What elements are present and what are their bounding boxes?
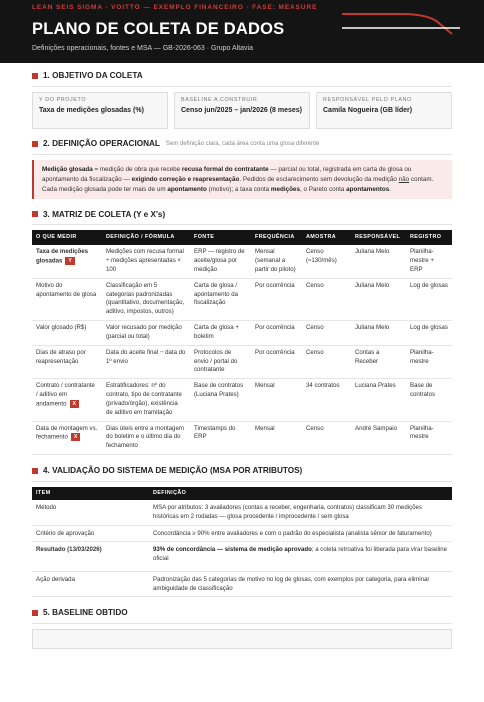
section-marker-icon — [32, 73, 38, 79]
cell-definition: Medições com recusa formal ÷ medições apresentadas × 100 — [102, 245, 190, 278]
cell-record: Base de contratos — [406, 379, 452, 421]
header-kicker: LEAN SEIS SIGMA · VOITTO — EXEMPLO FINANCEIRO · FASE: MEASURE — [32, 4, 318, 11]
column-header: DEFINIÇÃO — [149, 487, 452, 500]
cell-what: Dias de atraso por reapresentação — [32, 345, 102, 378]
section-divider — [32, 154, 452, 155]
column-header: ITEM — [32, 487, 149, 500]
cell-what — [32, 245, 102, 278]
cell-definition: Padronização das 5 categorias de motivo no log de glosas, com exemplos por categoria, para eliminar ambiguidade de classificação — [149, 571, 452, 596]
column-header: AMOSTRA — [302, 230, 351, 245]
report-header — [0, 0, 484, 63]
cell-record: Planilha-mestre + ERP — [406, 245, 452, 278]
cell-what: Valor glosado (R$) — [32, 321, 102, 346]
section-divider — [32, 86, 452, 87]
section-title: 1. OBJETIVO DA COLETA — [43, 71, 143, 81]
collection-matrix-table — [32, 230, 452, 455]
def-emphasis: exigindo correção e reapresentação — [131, 175, 240, 183]
table-row — [32, 541, 452, 571]
cell-definition: Classificação em 5 categorias padronizadas (quantitativo, documentação, aditivo, impostos, outros) — [102, 278, 190, 320]
page-title: PLANO DE COLETA DE DADOS — [32, 19, 285, 38]
def-text: . Pedidos de esclarecimento sem devolução da medição — [239, 175, 399, 183]
column-header: FONTE — [190, 230, 251, 245]
section-divider — [32, 224, 452, 225]
cell-source: Protocolos de envio / portal do contratante — [190, 345, 251, 378]
card-value: Camila Nogueira (GB líder) — [323, 107, 413, 115]
card-label: BASELINE A CONSTRUIR — [181, 97, 258, 103]
cell-frequency: Mensal (semanal a partir do piloto) — [251, 245, 302, 278]
cell-record: Planilha-mestre — [406, 345, 452, 378]
cell-definition — [149, 541, 452, 571]
section-title: 5. BASELINE OBTIDO — [43, 608, 128, 618]
cell-sample: Censo — [302, 421, 351, 454]
cell-record: Log de glosas — [406, 321, 452, 346]
what-text: Data de montagem vs. fechamento — [36, 424, 98, 441]
section-marker-icon — [32, 141, 38, 147]
what-text: Contrato / contratante / aditivo em andamento — [36, 382, 95, 408]
table-row — [32, 525, 452, 541]
def-emphasis: apontamentos — [346, 185, 390, 193]
def-emphasis: apontamento — [167, 185, 207, 193]
cell-source: Timestamps do ERP — [190, 421, 251, 454]
y-badge: Y — [65, 257, 74, 265]
column-header: REGISTRO — [406, 230, 452, 245]
cell-what — [32, 379, 102, 421]
cell-frequency: Por ocorrência — [251, 321, 302, 346]
table-row — [32, 421, 452, 454]
cell-definition: Estratificadores: nº do contrato, tipo de contratante (privado/órgão), existência de aditivo em tramitação — [102, 379, 190, 421]
section-note: Sem definição clara, cada área conta uma glosa diferente — [165, 140, 320, 147]
cell-item: Método — [32, 500, 149, 525]
table-row — [32, 500, 452, 525]
section-title: 4. VALIDAÇÃO DO SISTEMA DE MEDIÇÃO (MSA POR ATRIBUTOS) — [43, 466, 303, 476]
def-text: , o Pareto conta — [299, 185, 347, 193]
def-text: . — [389, 185, 391, 193]
cell-source: Base de contratos (Luciana Prates) — [190, 379, 251, 421]
column-header: FREQUÊNCIA — [251, 230, 302, 245]
cell-source: Carta de glosa / apontamento da fiscalização — [190, 278, 251, 320]
section-matriz — [32, 208, 452, 455]
def-underline: não — [398, 175, 410, 183]
cell-sample: Censo — [302, 345, 351, 378]
def-text: — parcial ou total, registrada em carta de glosa ou apontamento da fiscalização — — [42, 166, 412, 183]
cell-what — [32, 421, 102, 454]
column-header: O QUE MEDIR — [32, 230, 102, 245]
cell-source: Carta de glosa + boletim — [190, 321, 251, 346]
card-responsavel — [316, 92, 452, 129]
cell-sample: Censo — [302, 278, 351, 320]
card-value: Censo jun/2025 – jan/2026 (8 meses) — [181, 107, 303, 115]
table-row — [32, 345, 452, 378]
cell-definition: Dias úteis entre a montagem do boletim e o último dia do fechamento — [102, 421, 190, 454]
section-msa — [32, 465, 452, 597]
def-text: contam. Cada medição glosada pode ter mais de um — [42, 175, 434, 193]
cell-owner: Juliana Melo — [351, 321, 406, 346]
cell-frequency: Por ocorrência — [251, 278, 302, 320]
cell-owner: Juliana Melo — [351, 278, 406, 320]
cell-definition: MSA por atributos: 3 avaliadores (contas a receber, engenharia, contratos) classificam 30 medições históricas em 2 rodadas — glosa procedente / improcedente / sem glosa — [149, 500, 452, 525]
cell-sample: Censo — [302, 321, 351, 346]
cell-owner: André Sampaio — [351, 421, 406, 454]
cell-definition: Concordância ≥ 90% entre avaliadores e com o padrão do especialista (analista sênior de faturamento) — [149, 525, 452, 541]
cell-what: Motivo do apontamento de glosa — [32, 278, 102, 320]
table-header-row — [32, 487, 452, 500]
cell-item: Ação derivada — [32, 571, 149, 596]
def-text: (motivo); a taxa conta — [206, 185, 271, 193]
cell-record: Log de glosas — [406, 278, 452, 320]
what-text: Taxa de medições glosadas — [36, 248, 89, 265]
operational-definition — [32, 160, 452, 199]
def-emphasis: recusa formal do contratante — [181, 166, 269, 173]
cell-definition: Data do aceite final − data do 1º envio — [102, 345, 190, 378]
section-title: 3. MATRIZ DE COLETA (Y e X's) — [43, 209, 166, 219]
table-row — [32, 278, 452, 320]
card-y-projeto — [32, 92, 168, 129]
x-badge: X — [70, 400, 79, 408]
table-row — [32, 571, 452, 596]
msa-table — [32, 487, 452, 597]
section-objetivo — [32, 70, 452, 129]
table-header-row — [32, 230, 452, 245]
cell-record: Planilha-mestre — [406, 421, 452, 454]
cell-frequency: Mensal — [251, 421, 302, 454]
section-marker-icon — [32, 610, 38, 616]
table-row — [32, 245, 452, 278]
section-title: 2. DEFINIÇÃO OPERACIONAL — [43, 139, 160, 149]
section-divider — [32, 623, 452, 624]
cell-frequency: Por ocorrência — [251, 345, 302, 378]
section-divider — [32, 481, 452, 482]
result-emphasis: 93% de concordância — sistema de medição aprovado — [153, 545, 312, 553]
result-text: ; a coleta retroativa foi liberada para virar baseline oficial — [153, 545, 447, 562]
cell-sample: 34 contratos — [302, 379, 351, 421]
cell-owner: Contas a Receber — [351, 345, 406, 378]
card-label: RESPONSÁVEL PELO PLANO — [323, 97, 412, 103]
cell-definition: Valor recusado por medição (parcial ou total) — [102, 321, 190, 346]
section-definicao — [32, 138, 452, 199]
column-header: DEFINIÇÃO / FÓRMULA — [102, 230, 190, 245]
def-text: = medição de obra que recebe — [92, 166, 182, 173]
section-marker-icon — [32, 468, 38, 474]
section-baseline — [32, 607, 452, 649]
cell-sample: Censo (≈130/mês) — [302, 245, 351, 278]
table-row — [32, 321, 452, 346]
card-label: Y DO PROJETO — [39, 97, 87, 103]
page-subtitle: Definições operacionais, fontes e MSA — GB-2026-063 · Grupo Altavia — [32, 45, 254, 53]
def-emphasis: medições — [270, 185, 300, 193]
baseline-panel — [32, 629, 452, 649]
term: Medição glosada — [42, 166, 93, 173]
cell-source: ERP — registro de aceite/glosa por medição — [190, 245, 251, 278]
column-header: RESPONSÁVEL — [351, 230, 406, 245]
header-decoration — [342, 6, 462, 48]
card-value: Taxa de medições glosadas (%) — [39, 107, 144, 115]
cell-item: Resultado (13/03/2026) — [32, 541, 149, 571]
table-row — [32, 379, 452, 421]
card-baseline — [174, 92, 310, 129]
cell-owner: Juliana Melo — [351, 245, 406, 278]
section-marker-icon — [32, 211, 38, 217]
cell-item: Critério de aprovação — [32, 525, 149, 541]
cell-owner: Luciana Prates — [351, 379, 406, 421]
x-badge: X — [71, 433, 80, 441]
cell-frequency: Mensal — [251, 379, 302, 421]
